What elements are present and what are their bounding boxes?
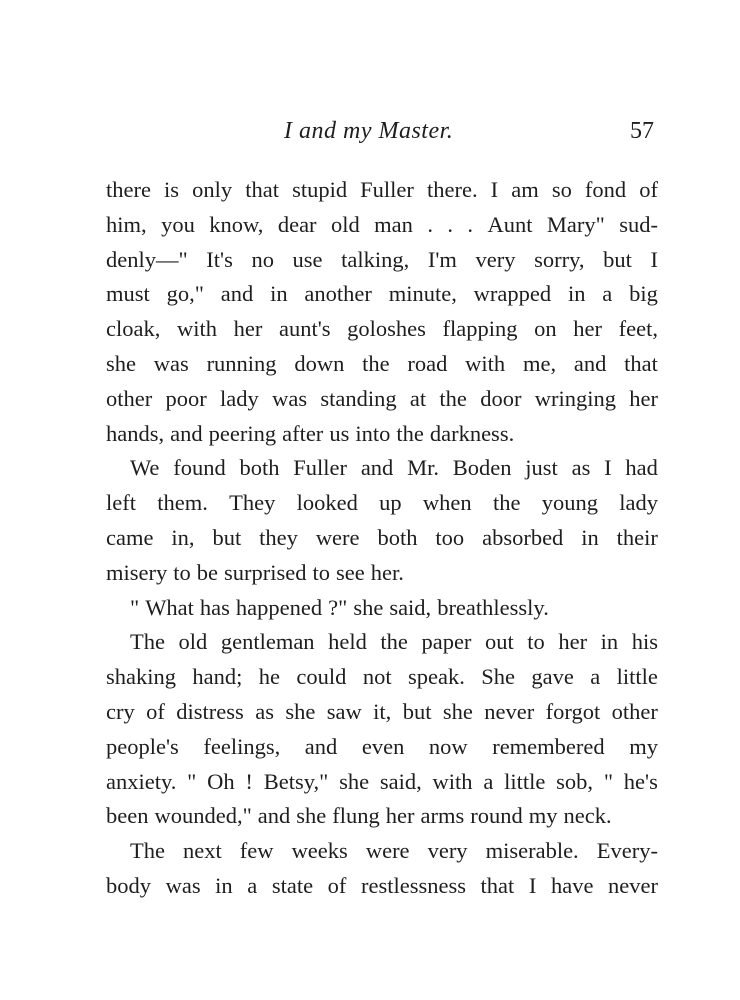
text-line: hands, and peering after us into the darkness.	[106, 420, 515, 446]
text-line: body was in a state of restlessness that I have never	[106, 872, 658, 898]
text-line: We found both Fuller and Mr. Boden just as I had	[130, 455, 658, 481]
text-line: must go," and in another minute, wrapped in a big	[106, 281, 658, 307]
text-line: left them. They looked up when the young lady	[106, 490, 658, 516]
text-line: anxiety. " Oh ! Betsy," she said, with a little sob, " he's	[106, 768, 658, 794]
text-line: shaking hand; he could not speak. She gave a little	[106, 664, 658, 690]
text-line: people's feelings, and even now remembered my	[106, 733, 658, 759]
running-head	[0, 118, 740, 154]
running-title: I and my Master.	[284, 118, 454, 144]
text-line: The old gentleman held the paper out to her in his	[130, 629, 658, 655]
page-number: 57	[630, 118, 654, 144]
text-line: other poor lady was standing at the door wringing her	[106, 385, 658, 411]
text-line: there is only that stupid Fuller there. I am so fond of	[106, 177, 658, 202]
text-line: she was running down the road with me, and that	[106, 350, 658, 376]
text-line: came in, but they were both too absorbed in their	[106, 524, 658, 550]
text-line: The next few weeks were very miserable. Every-	[130, 838, 658, 864]
text-line: " What has happened ?" she said, breathlessly.	[130, 594, 549, 620]
text-line: him, you know, dear old man . . . Aunt Mary" sud-	[106, 211, 658, 237]
text-line: denly—" It's no use talking, I'm very sorry, but I	[106, 246, 658, 272]
text-line: cloak, with her aunt's goloshes flapping on her feet,	[106, 316, 658, 342]
text-line: been wounded," and she flung her arms round my neck.	[106, 803, 612, 829]
text-line: cry of distress as she saw it, but she never forgot other	[106, 698, 658, 724]
body-text	[106, 173, 658, 904]
text-line: misery to be surprised to see her.	[106, 559, 404, 585]
